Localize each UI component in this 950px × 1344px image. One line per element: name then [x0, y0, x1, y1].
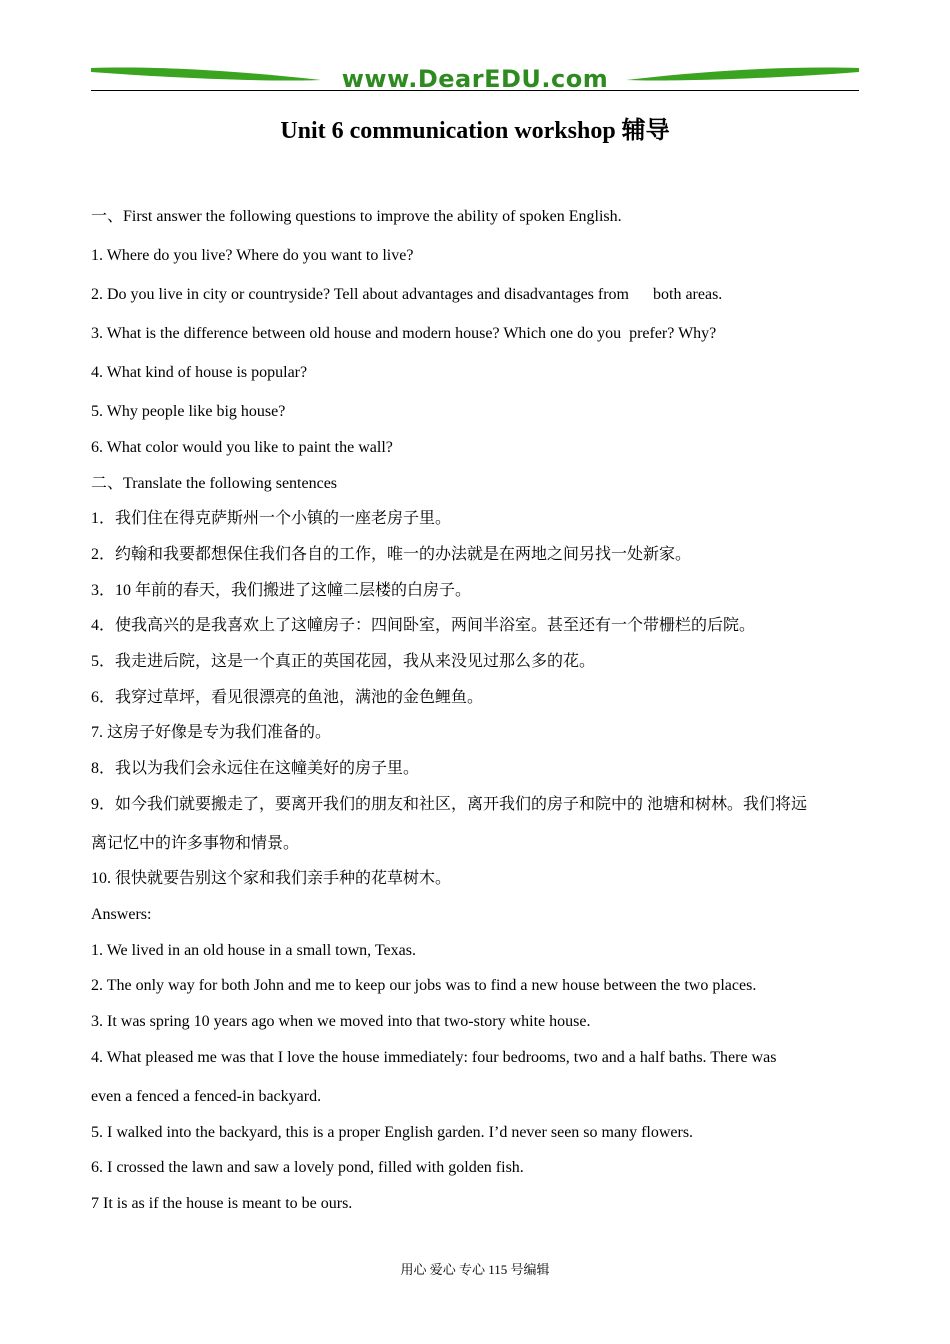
translate-sentence: 2．约翰和我要都想保住我们各自的工作，唯一的办法就是在两地之间另找一处新家。 [91, 546, 692, 563]
translate-sentence: 1．我们住在得克萨斯州一个小镇的一座老房子里。 [91, 510, 452, 527]
answer-item: 5. I walked into the backyard, this is a proper English garden. I’d never seen so many flowers. [91, 1124, 694, 1141]
translate-sentence: 8．我以为我们会永远住在这幢美好的房子里。 [91, 760, 420, 777]
question-item: 3. What is the difference between old house and modern house? Which one do you prefer? Why? [91, 325, 717, 342]
translate-sentence: 4．使我高兴的是我喜欢上了这幢房子：四间卧室，两间半浴室。甚至还有一个带栅栏的后院。 [91, 617, 756, 634]
section1-heading: 一、First answer the following questions to improve the ability of spoken English. [91, 208, 622, 225]
answers-heading: Answers: [91, 906, 152, 923]
translate-sentence: 7. 这房子好像是专为我们准备的。 [91, 724, 332, 741]
translate-sentence: 10. 很快就要告别这个家和我们亲手种的花草树木。 [91, 870, 452, 887]
question-item: 1. Where do you live? Where do you want to live? [91, 247, 414, 264]
answer-item: 2. The only way for both John and me to keep our jobs was to find a new house between the two places. [91, 977, 757, 994]
section2-heading: 二、Translate the following sentences [91, 475, 338, 492]
page-title: Unit 6 communication workshop 辅导 [280, 118, 670, 144]
translate-sentence: 5．我走进后院，这是一个真正的英国花园，我从来没见过那么多的花。 [91, 653, 596, 670]
translate-sentence: 9．如今我们就要搬走了，要离开我们的朋友和社区，离开我们的房子和院中的 池塘和树林。我们将远 [91, 796, 808, 813]
site-logo-text[interactable]: www.DearEDU.com [341, 65, 609, 93]
header-divider [91, 90, 859, 91]
translate-sentence: 6．我穿过草坪，看见很漂亮的鱼池，满池的金色鲤鱼。 [91, 689, 484, 706]
page-footer: 用心 爱心 专心 115 号编辑 [400, 1262, 550, 1277]
question-item: 5. Why people like big house? [91, 403, 286, 420]
question-item: 6. What color would you like to paint the wall? [91, 439, 393, 456]
translate-sentence-continued: 离记忆中的许多事物和情景。 [91, 835, 300, 852]
translate-sentence: 3．10 年前的春天，我们搬进了这幢二层楼的白房子。 [91, 582, 472, 599]
answer-item: 7 It is as if the house is meant to be ours. [91, 1195, 353, 1212]
question-item: 2. Do you live in city or countryside? Tell about advantages and disadvantages from both areas. [91, 286, 723, 303]
answer-item: 6. I crossed the lawn and saw a lovely pond, filled with golden fish. [91, 1159, 524, 1176]
answer-item: 3. It was spring 10 years ago when we moved into that two-story white house. [91, 1013, 591, 1030]
answer-item: 1. We lived in an old house in a small town, Texas. [91, 942, 416, 959]
answer-item: 4. What pleased me was that I love the house immediately: four bedrooms, two and a half baths. There was [91, 1049, 777, 1066]
question-item: 4. What kind of house is popular? [91, 364, 308, 381]
answer-item-continued: even a fenced a fenced-in backyard. [91, 1088, 322, 1105]
